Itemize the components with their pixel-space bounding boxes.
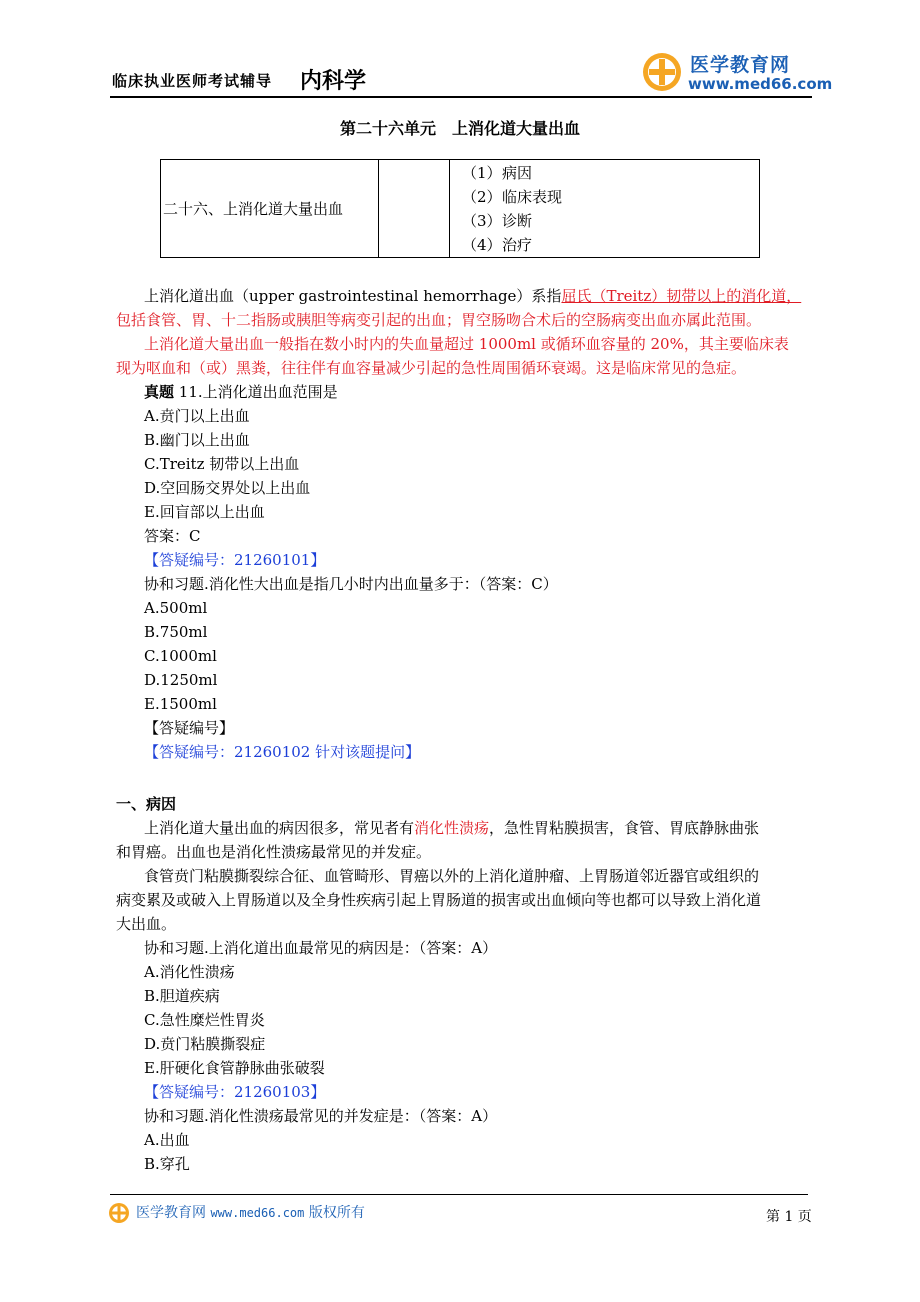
footer-divider [110, 1194, 808, 1195]
intro-line: 上消化道大量出血一般指在数小时内的失血量超过 1000ml 或循环血容量的 20%，其主要临床表 [144, 335, 789, 353]
intro-line: 包括食管、胃、十二指肠或胰胆等病变引起的出血；胃空肠吻合术后的空肠病变出血亦属此范围。 [116, 311, 762, 329]
option: D.贲门粘膜撕裂症 [144, 1035, 266, 1053]
option: C.1000ml [144, 647, 217, 665]
outline-item: （2）临床表现 [462, 187, 563, 206]
option: E.1500ml [144, 695, 217, 713]
option: D.空回肠交界处以上出血 [144, 479, 311, 497]
outline-item: （3）诊断 [462, 211, 533, 230]
outline-items [450, 160, 760, 258]
footer-url[interactable]: www.med66.com [210, 1206, 305, 1220]
section-line: 病变累及或破入上胃肠道以及全身性疾病引起上胃肠道的损害或出血倾向等也都可以导致上消化道 [116, 891, 762, 909]
option: A.500ml [144, 599, 208, 617]
option: E.回盲部以上出血 [144, 503, 265, 521]
logo-name: 医学教育网 [690, 54, 791, 76]
footer-logo [108, 1202, 130, 1224]
logo-icon [640, 50, 684, 94]
option: B.幽门以上出血 [144, 431, 250, 449]
option: C.Treitz 韧带以上出血 [144, 455, 300, 473]
question-ref: 【答疑编号】 [144, 719, 235, 737]
option: D.1250ml [144, 671, 218, 689]
intro-line: 上消化道出血（upper gastrointestinal hemorrhage）系指屈氏（Treitz）韧带以上的消化道， [144, 287, 802, 305]
footer-logo-icon [108, 1202, 130, 1224]
question-ref-link[interactable]: 【答疑编号：21260103】 [144, 1083, 326, 1101]
section-heading: 一、病因 [116, 795, 177, 813]
option: A.出血 [144, 1131, 190, 1149]
section-line: 和胃癌。出血也是消化性溃疡最常见的并发症。 [116, 843, 432, 861]
intro-line: 现为呕血和（或）黑粪，往往伴有血容量减少引起的急性周围循环衰竭。这是临床常见的急症。 [116, 359, 747, 377]
option: B.穿孔 [144, 1155, 190, 1173]
option: B.750ml [144, 623, 208, 641]
header-divider [110, 96, 812, 98]
header-subject: 内科学 [300, 69, 367, 94]
outline-section: 二十六、上消化道大量出血 [161, 160, 379, 258]
question-stem: 真题 11.上消化道出血范围是 [144, 383, 338, 401]
option: A.贲门以上出血 [144, 407, 250, 425]
option: C.急性糜烂性胃炎 [144, 1011, 265, 1029]
question-ref-link[interactable]: 【答疑编号：21260101】 [144, 551, 326, 569]
outline-empty-cell [379, 160, 450, 258]
logo-url[interactable]: www.med66.com [688, 75, 833, 93]
option: E.肝硬化食管静脉曲张破裂 [144, 1059, 325, 1077]
question-stem: 协和习题.上消化道出血最常见的病因是：（答案：A） [144, 939, 498, 957]
header-course-title: 临床执业医师考试辅导 [112, 72, 273, 90]
option: B.胆道疾病 [144, 987, 220, 1005]
page-title: 第二十六单元 上消化道大量出血 [339, 119, 580, 138]
question-stem: 协和习题.消化性大出血是指几小时内出血量多于：（答案：C） [144, 575, 558, 593]
outline-item: （1）病因 [462, 163, 533, 182]
question-ref-link[interactable]: 【答疑编号：21260102 针对该题提问】 [144, 743, 421, 761]
question-stem: 协和习题.消化性溃疡最常见的并发症是：（答案：A） [144, 1107, 498, 1125]
section-line: 大出血。 [116, 915, 177, 933]
option: A.消化性溃疡 [144, 963, 235, 981]
outline-table [160, 159, 760, 258]
page-number: 第 1 页 [766, 1209, 812, 1225]
section-line: 食管贲门粘膜撕裂综合征、血管畸形、胃癌以外的上消化道肿瘤、上胃肠道邻近器官或组织的 [144, 867, 760, 885]
footer-copyright: 医学教育网 www.med66.com 版权所有 [136, 1205, 365, 1221]
section-line: 上消化道大量出血的病因很多，常见者有消化性溃疡，急性胃粘膜损害，食管、胃底静脉曲张 [144, 819, 760, 837]
answer: 答案：C [144, 527, 201, 545]
outline-item: （4）治疗 [462, 235, 533, 254]
